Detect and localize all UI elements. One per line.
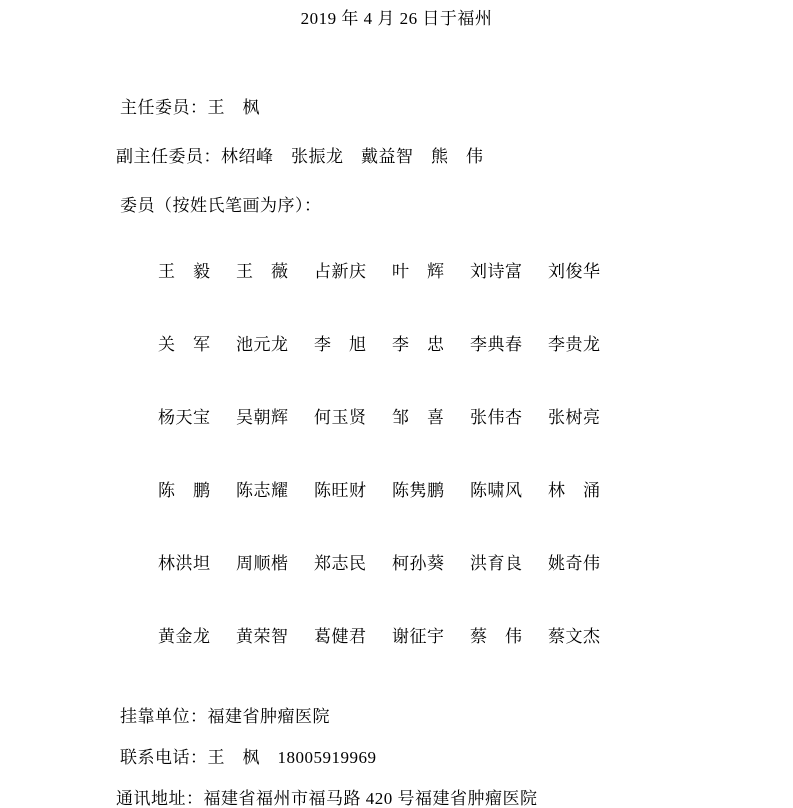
member-name: 刘诗富 <box>470 262 523 281</box>
member-name: 叶 辉 <box>392 262 445 281</box>
address-value: 福建省福州市福马路 420 号福建省肿瘤医院 <box>203 789 538 808</box>
member-name: 陈 鹏 <box>158 481 211 500</box>
affiliation-value: 福建省肿瘤医院 <box>207 707 330 726</box>
member-name: 姚奇伟 <box>548 554 601 573</box>
spacer <box>120 766 793 790</box>
member-name: 蔡 伟 <box>470 627 523 646</box>
member-name: 谢征宇 <box>392 627 445 646</box>
members-row <box>120 319 793 370</box>
members-row <box>120 538 793 589</box>
member-name: 李典春 <box>470 335 523 354</box>
spacer <box>120 589 793 611</box>
member-name: 陈旺财 <box>314 481 367 500</box>
member-name: 关 军 <box>158 335 211 354</box>
member-name: 李 旭 <box>314 335 367 354</box>
member-name: 陈志耀 <box>236 481 289 500</box>
members-heading: 委员（按姓氏笔画为序）： <box>120 196 322 215</box>
member-name: 黄金龙 <box>158 627 211 646</box>
phone-label: 联系电话： <box>120 748 208 767</box>
member-name: 陈隽鹏 <box>392 481 445 500</box>
member-name: 杨天宝 <box>158 408 211 427</box>
member-name: 占新庆 <box>314 262 367 281</box>
address-line <box>116 790 793 807</box>
committee-body <box>0 27 793 807</box>
vice-chair-names: 林绍峰 张振龙 戴益智 熊 伟 <box>221 147 484 166</box>
member-name: 邹 喜 <box>392 408 445 427</box>
member-name: 陈啸风 <box>470 481 523 500</box>
spacer <box>120 443 793 465</box>
member-name: 张树亮 <box>548 408 601 427</box>
chair-name: 王 枫 <box>207 98 260 117</box>
vice-chair-line <box>116 148 793 165</box>
chair-label: 主任委员： <box>120 98 208 117</box>
members-row <box>120 392 793 443</box>
spacer <box>120 165 793 197</box>
member-name: 蔡文杰 <box>548 627 601 646</box>
member-name: 葛健君 <box>314 627 367 646</box>
member-name: 周顺楷 <box>236 554 289 573</box>
phone-number: 18005919969 <box>277 748 377 767</box>
member-name: 李贵龙 <box>548 335 601 354</box>
member-name: 刘俊华 <box>548 262 601 281</box>
chair-line <box>120 99 793 116</box>
affiliation-line <box>120 708 793 725</box>
member-name: 王 毅 <box>158 262 211 281</box>
member-name: 林洪坦 <box>158 554 211 573</box>
member-name: 洪育良 <box>470 554 523 573</box>
spacer <box>120 725 793 749</box>
spacer <box>120 662 793 708</box>
vice-chair-label: 副主任委员： <box>116 147 221 166</box>
spacer <box>120 370 793 392</box>
spacer <box>120 75 793 99</box>
phone-spacer <box>260 748 278 767</box>
members-row <box>120 611 793 662</box>
spacer <box>120 214 793 246</box>
member-name: 池元龙 <box>236 335 289 354</box>
member-name: 柯孙葵 <box>392 554 445 573</box>
member-name: 王 薇 <box>236 262 289 281</box>
member-name: 林 涌 <box>548 481 601 500</box>
spacer <box>120 116 793 148</box>
member-name: 黄荣智 <box>236 627 289 646</box>
member-name: 李 忠 <box>392 335 445 354</box>
member-name: 张伟杏 <box>470 408 523 427</box>
members-row <box>120 465 793 516</box>
affiliation-label: 挂靠单位： <box>120 707 208 726</box>
spacer <box>120 516 793 538</box>
address-label: 通讯地址： <box>116 789 204 808</box>
member-name: 郑志民 <box>314 554 367 573</box>
member-name: 何玉贤 <box>314 408 367 427</box>
member-name: 吴朝辉 <box>236 408 289 427</box>
phone-line <box>120 749 793 766</box>
date-line: 2019 年 4 月 26 日于福州 <box>300 9 493 28</box>
members-row <box>120 246 793 297</box>
spacer <box>120 297 793 319</box>
members-grid <box>120 246 793 662</box>
phone-contact-name: 王 枫 <box>207 748 260 767</box>
